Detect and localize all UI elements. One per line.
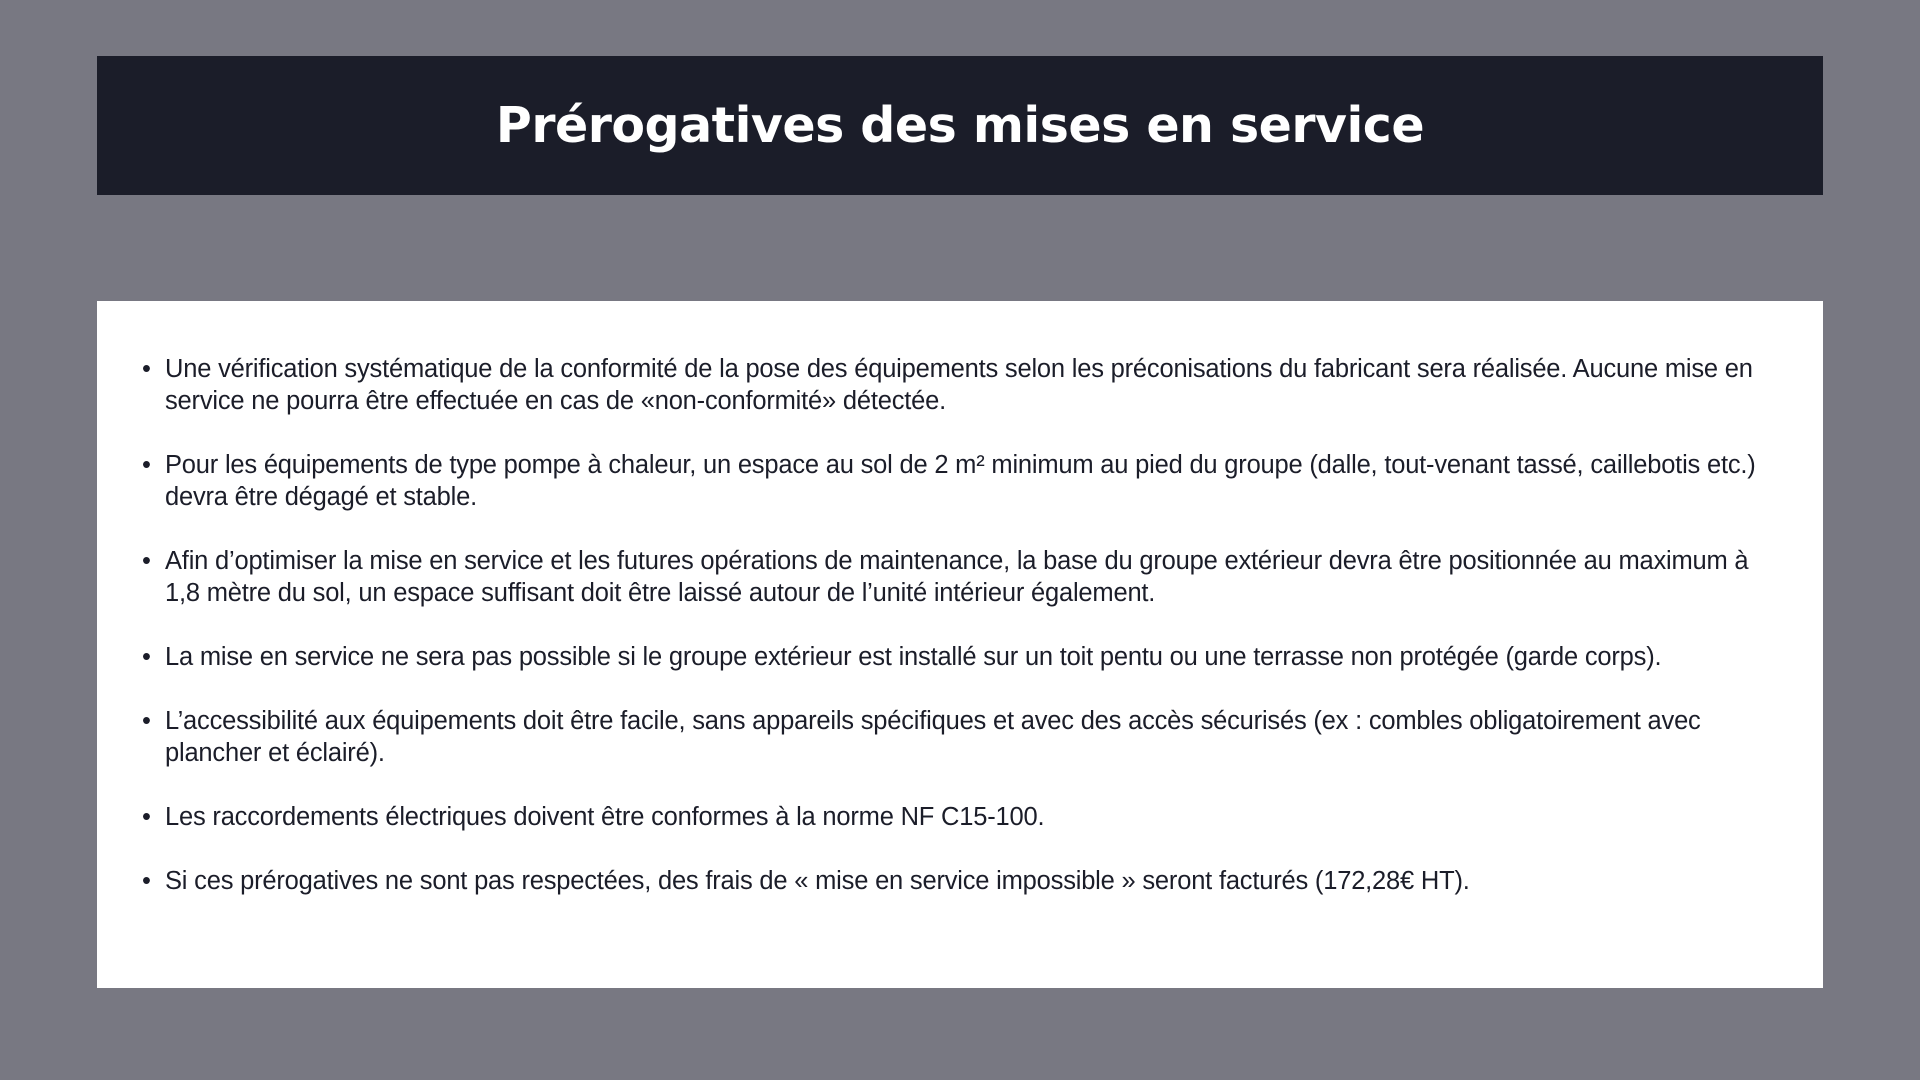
bullet-list <box>142 353 1773 897</box>
content-card <box>97 301 1823 988</box>
bullet-item-electrical: • Les raccordements électriques doivent être conformes à la norme NF C15-100. <box>142 801 1773 833</box>
bullet-item-verification: • Une vérification systématique de la conformité de la pose des équipements selon les préconisations du fabricant sera réalisée. Aucune mise en service ne pourra être effectuée en cas de «non-conformité» détectée. <box>142 353 1773 417</box>
page-title: Prérogatives des mises en service <box>495 97 1425 154</box>
bullet-item-ground-space: • Pour les équipements de type pompe à chaleur, un espace au sol de 2 m² minimum au pied du groupe (dalle, tout-venant tassé, caillebotis etc.) devra être dégagé et stable. <box>142 449 1773 513</box>
bullet-item-accessibility: • L’accessibilité aux équipements doit être facile, sans appareils spécifiques et avec des accès sécurisés (ex : combles obligatoirement avec plancher et éclairé). <box>142 705 1773 769</box>
title-banner <box>97 56 1823 195</box>
bullet-item-fees: • Si ces prérogatives ne sont pas respectées, des frais de « mise en service impossible » seront facturés (172,28€ HT). <box>142 865 1773 897</box>
bullet-item-roof-restriction: • La mise en service ne sera pas possible si le groupe extérieur est installé sur un toit pentu ou une terrasse non protégée (garde corps). <box>142 641 1773 673</box>
bullet-item-positioning: • Afin d’optimiser la mise en service et les futures opérations de maintenance, la base du groupe extérieur devra être positionnée au maximum à 1,8 mètre du sol, un espace suffisant doit être laissé autour de l’unité intérieur également. <box>142 545 1773 609</box>
